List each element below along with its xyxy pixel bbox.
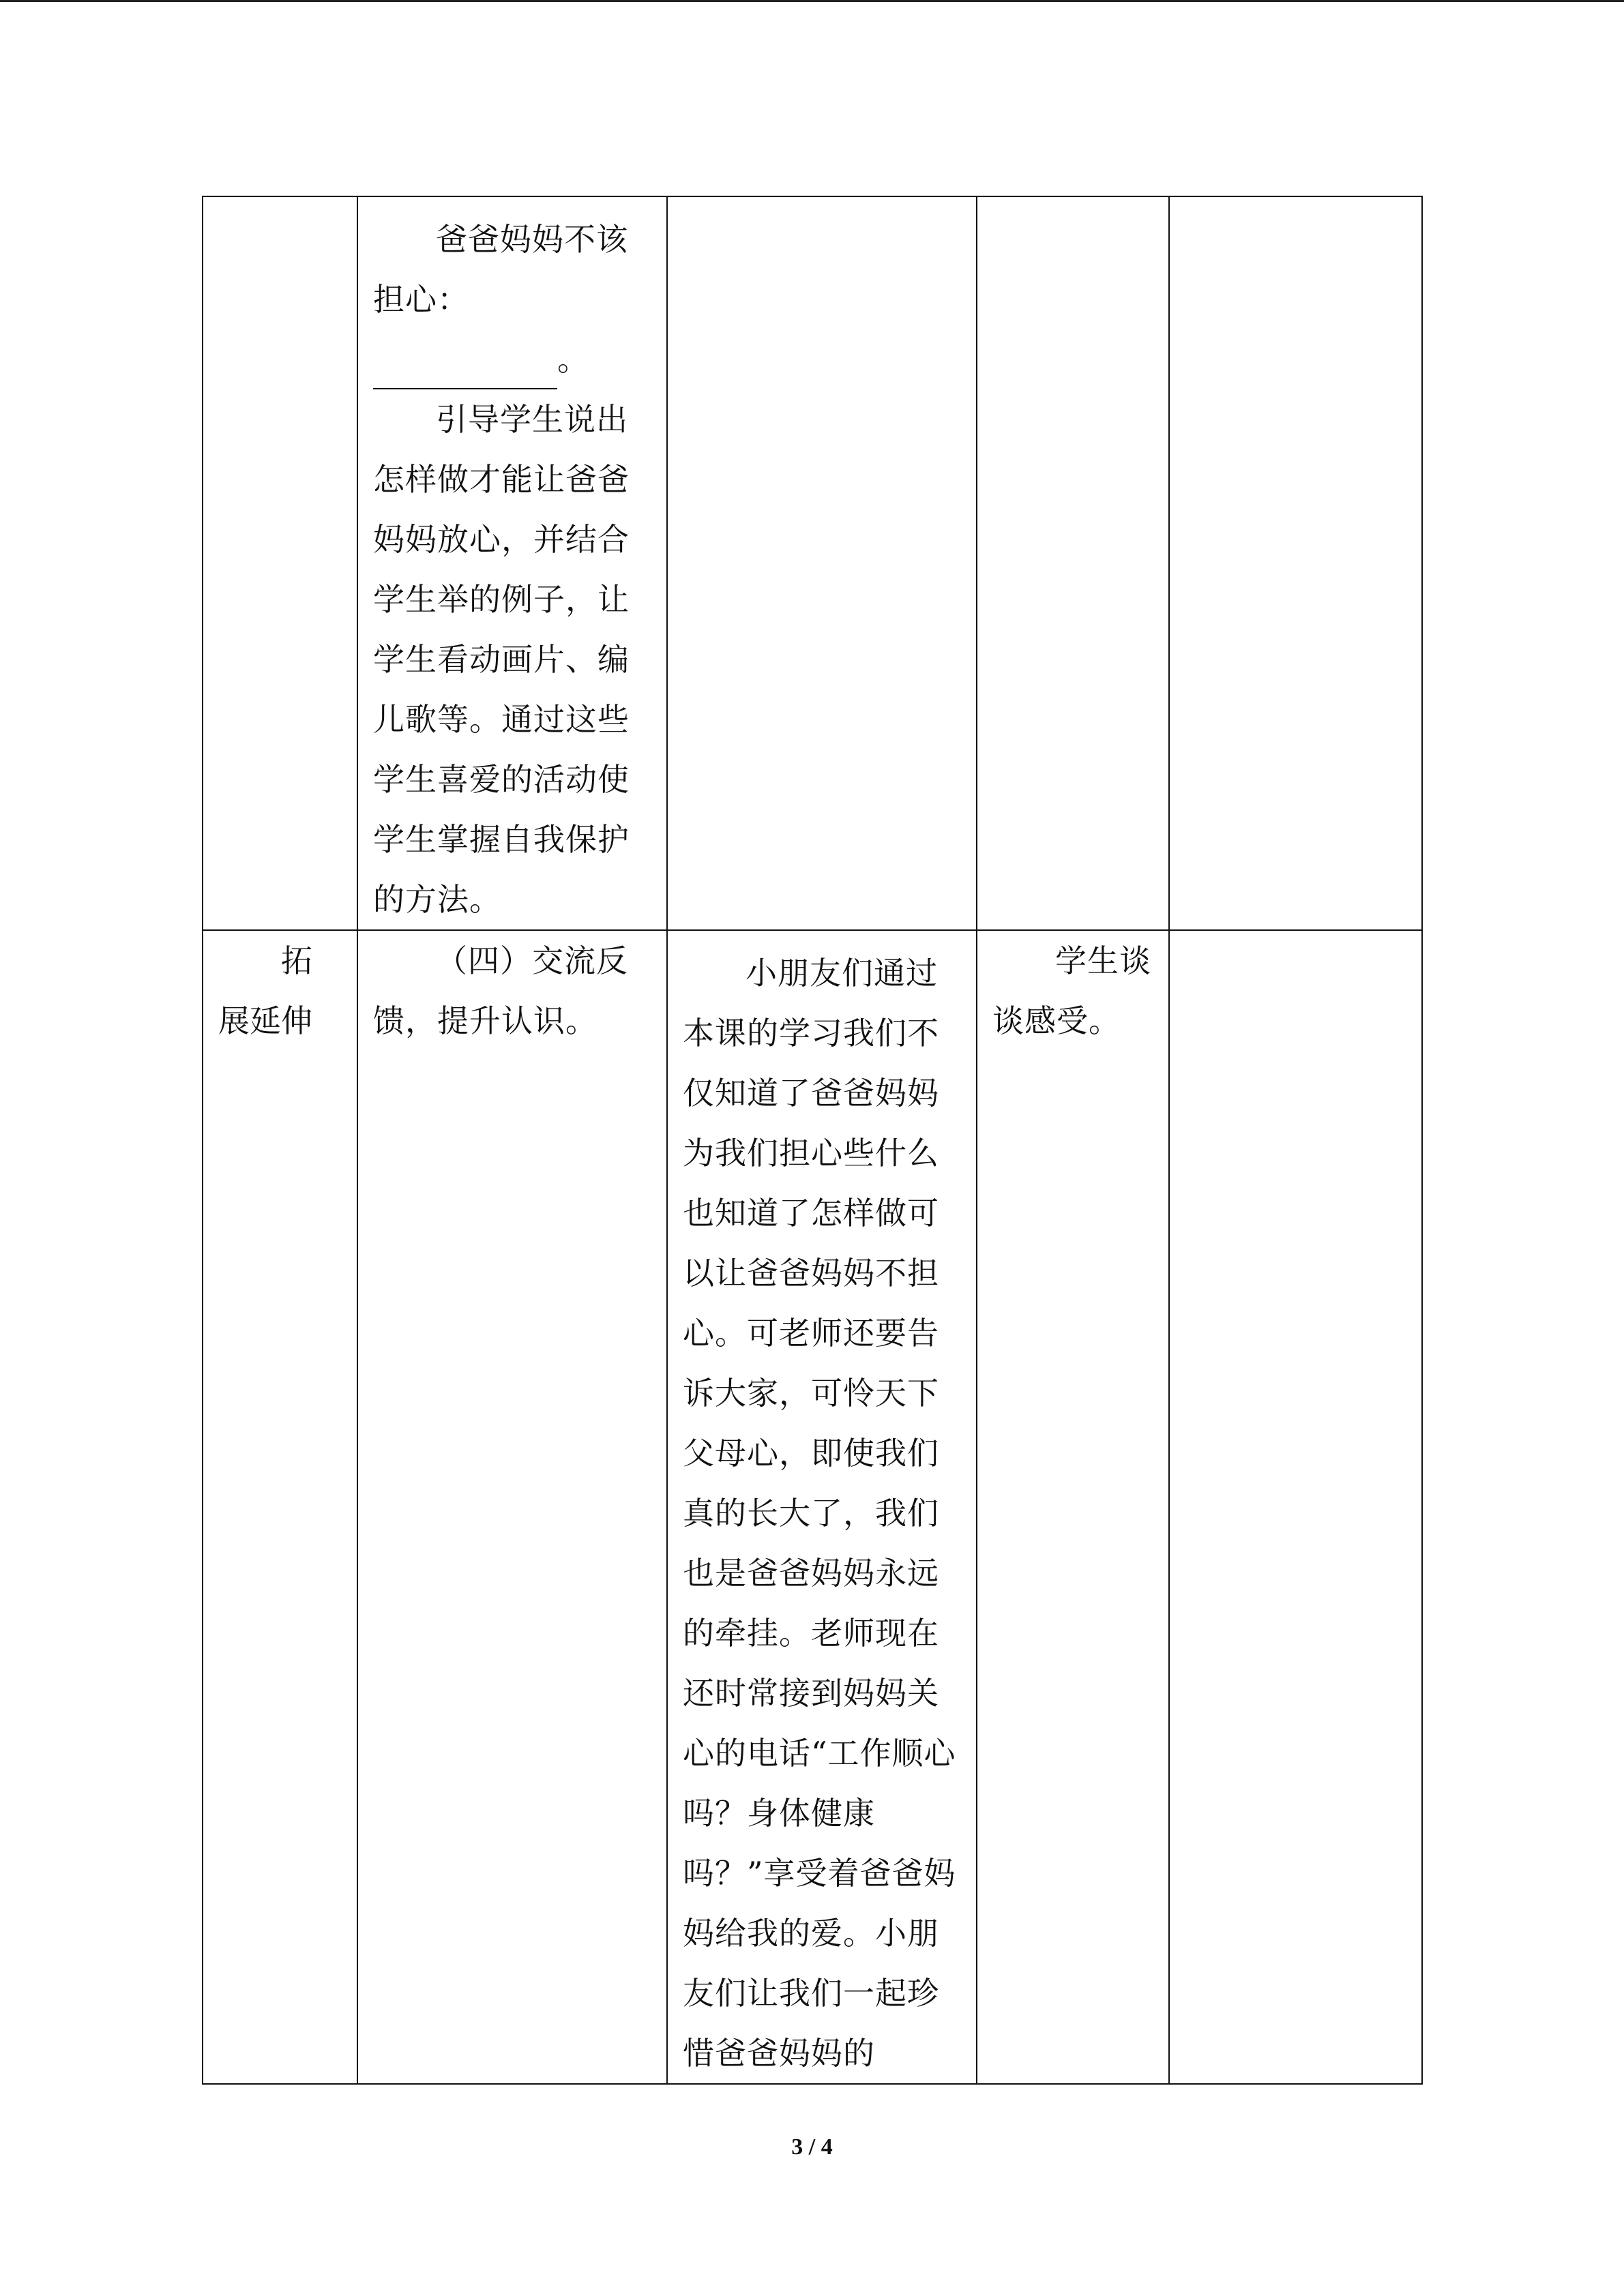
student-activity-cell: [977, 196, 1169, 930]
teacher-talk-text: 小朋友们通过本课的学习我们不仅知道了爸爸妈妈为我们担心些什么也知道了怎样做可以让爸爸妈妈不担心。可老师还要告诉大家，可怜天下父母心，即使我们真的长大了，我们也是爸爸妈妈永远的牵挂。老师现在还时常接到妈妈关心的电话“工作顺心吗？身体健康吗？”享受着爸爸妈妈给我的爱。小朋友们让我们一起珍惜爸爸妈妈的: [683, 955, 956, 2072]
teacher-talk-cell: [667, 930, 977, 2084]
table-row: [203, 930, 1422, 2084]
blank-underline: [373, 353, 557, 389]
fill-blank-line: 。: [373, 329, 653, 389]
activity-text: （四）交流反馈，提升认识。: [373, 942, 628, 1039]
stage-cell: [203, 196, 357, 930]
teacher-activity-cell: [357, 930, 667, 2084]
teacher-activity-cell: [357, 196, 667, 930]
stage-cell: [203, 930, 357, 2084]
student-activity-cell: [977, 930, 1169, 2084]
lesson-plan-table: [202, 196, 1423, 2085]
student-activity-text: 学生谈谈感受。: [992, 942, 1151, 1039]
stage-label: 拓展延伸: [218, 942, 312, 1039]
notes-cell: [1169, 196, 1422, 930]
guidance-text: 引导学生说出怎样做才能让爸爸妈妈放心，并结合学生举的例子，让学生看动画片、编儿歌等。通过这些学生喜爱的活动使学生掌握自我保护的方法。: [373, 401, 630, 918]
prompt-text: 爸爸妈妈不该担心：: [373, 221, 628, 318]
table-row: [203, 196, 1422, 930]
page-number: 3 / 4: [791, 2134, 833, 2160]
teacher-talk-cell: [667, 196, 977, 930]
notes-cell: [1169, 930, 1422, 2084]
